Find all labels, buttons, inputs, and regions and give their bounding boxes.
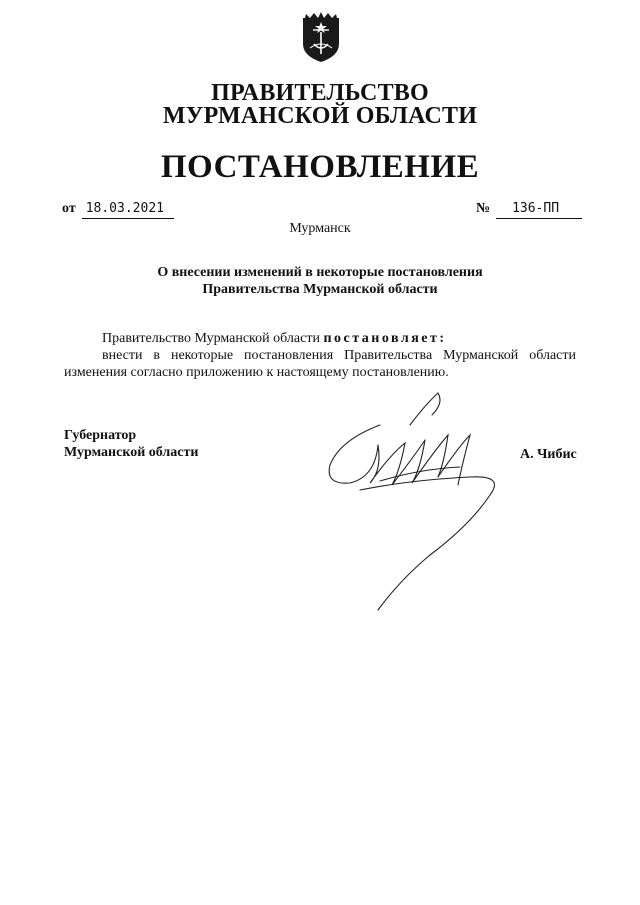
resolution-body: внести в некоторые постановления Правительства Мурманской области изменения согласно приложению к настоящему постановлению.	[64, 348, 576, 380]
signature-icon	[320, 385, 520, 615]
city: Мурманск	[289, 221, 351, 236]
date-row	[62, 200, 174, 219]
signer-name: А. Чибис	[520, 447, 577, 462]
organization-title-line1: ПРАВИТЕЛЬСТВО	[211, 80, 429, 106]
resolution-verb: постановляет:	[323, 331, 447, 346]
number-value: 136-ПП	[496, 200, 582, 219]
resolution-intro	[64, 330, 576, 347]
subject-line1: О внесении изменений в некоторые постановления	[157, 265, 483, 280]
signer-title-line1: Губернатор	[64, 428, 137, 443]
subject-line2: Правительства Мурманской области	[202, 282, 438, 297]
organization-title-line2: МУРМАНСКОЙ ОБЛАСТИ	[162, 103, 478, 129]
date-value: 18.03.2021	[82, 200, 174, 219]
number-label: №	[476, 201, 491, 216]
signer-title-line2: Мурманской области	[64, 445, 199, 460]
number-row	[476, 200, 582, 219]
coat-of-arms-icon	[300, 10, 342, 64]
date-label: от	[62, 201, 76, 216]
resolution-intro-text: Правительство Мурманской области	[102, 331, 324, 346]
document-type-title: ПОСТАНОВЛЕНИЕ	[160, 149, 480, 185]
